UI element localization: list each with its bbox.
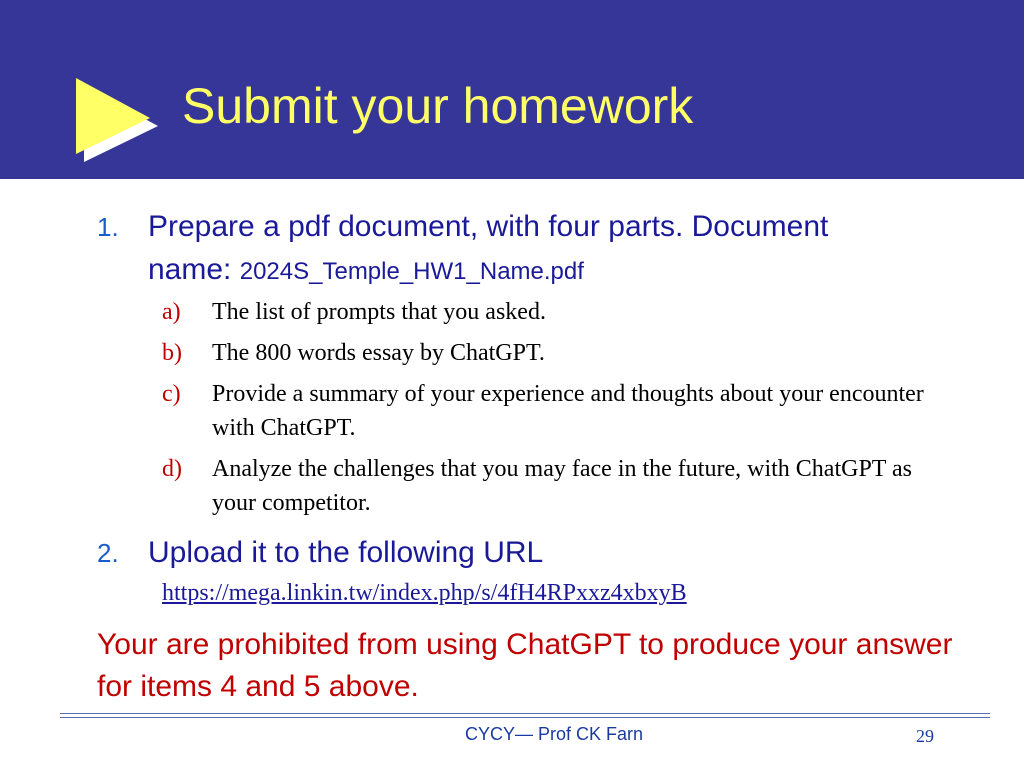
subitem-letter: d) bbox=[162, 456, 182, 482]
upload-url-link[interactable]: https://mega.linkin.tw/index.php/s/4fH4RPxxz4xbxyB bbox=[162, 580, 687, 606]
footer-divider bbox=[60, 713, 990, 714]
item-1-text bbox=[148, 205, 968, 293]
subitem-text: Provide a summary of your experience and thoughts about your encounter with ChatGPT. bbox=[212, 381, 924, 441]
subitem-letter: a) bbox=[162, 299, 181, 325]
item-1-line2 bbox=[148, 248, 968, 293]
item-number-1: 1. bbox=[97, 212, 119, 242]
subitem-a bbox=[162, 295, 952, 329]
subitem-c bbox=[162, 377, 952, 445]
page-number: 29 bbox=[916, 726, 934, 746]
footer-author: CYCY— Prof CK Farn bbox=[465, 724, 644, 744]
footer-divider bbox=[60, 717, 990, 718]
subitem-d bbox=[162, 452, 932, 520]
subitem-text: The 800 words essay by ChatGPT. bbox=[212, 340, 545, 366]
subitem-letter: b) bbox=[162, 340, 182, 366]
subitem-letter: c) bbox=[162, 381, 181, 407]
subitem-text: The list of prompts that you asked. bbox=[212, 299, 546, 325]
subitem-text: Analyze the challenges that you may face in the future, with ChatGPT as your competitor. bbox=[212, 456, 913, 516]
header-bar bbox=[0, 0, 1024, 179]
item-number-2: 2. bbox=[97, 538, 119, 568]
play-arrow-icon bbox=[70, 74, 160, 164]
item-2-text: Upload it to the following URL bbox=[148, 536, 544, 569]
document-name: 2024S_Temple_HW1_Name.pdf bbox=[239, 258, 584, 285]
subitem-b bbox=[162, 336, 952, 370]
slide-title: Submit your homework bbox=[182, 78, 694, 134]
prohibition-warning: Your are prohibited from using ChatGPT to produce your answer for items 4 and 5 above. bbox=[97, 628, 953, 703]
item-1-name-prefix: name: bbox=[148, 253, 240, 286]
item-1-line1: Prepare a pdf document, with four parts. Document bbox=[148, 210, 829, 243]
